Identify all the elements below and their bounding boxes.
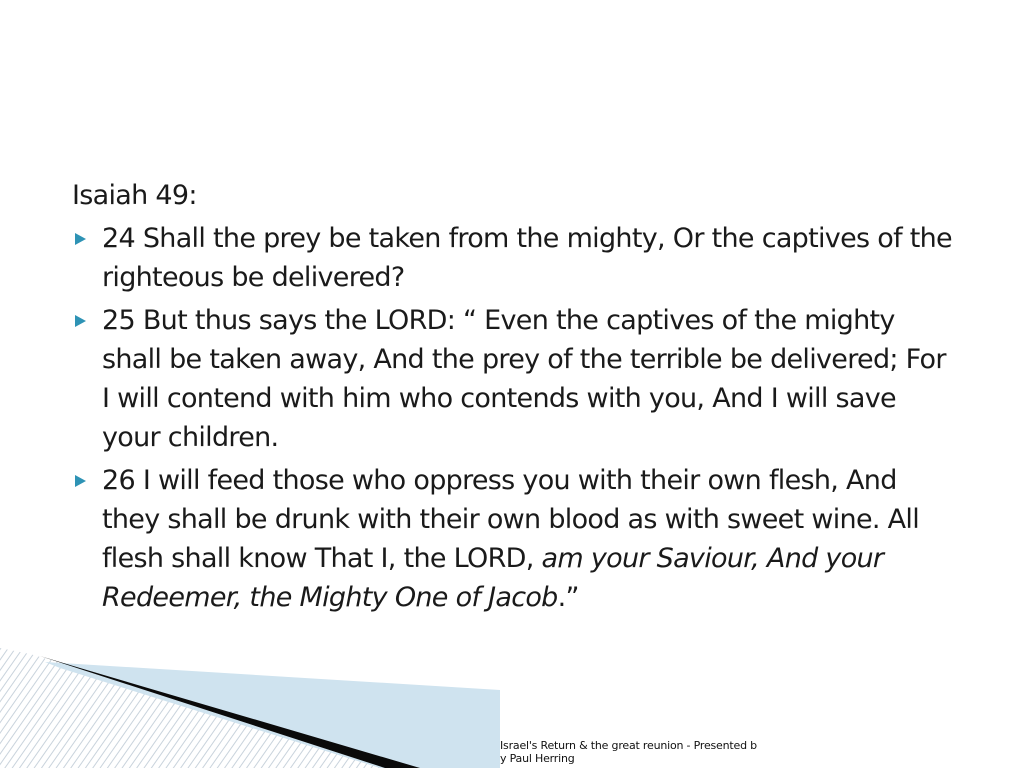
- verse-25-text: 25 But thus says the LORD: “ Even the captives of the mighty shall be taken away, And the prey of the terrible be delivered; For I will contend with him who contends with you, And I will save your children.: [102, 305, 946, 453]
- bullet-arrow-icon: [75, 475, 86, 487]
- verse-25: [72, 301, 952, 457]
- slide-body: [72, 176, 952, 621]
- verse-24-text: 24 Shall the prey be taken from the mighty, Or the captives of the righteous be delivered?: [102, 223, 952, 293]
- scripture-reference: Isaiah 49:: [72, 180, 197, 211]
- verse-26: [72, 461, 952, 617]
- verse-list: [72, 219, 952, 617]
- verse-24: [72, 219, 952, 297]
- slide-footer: Israel's Return & the great reunion - Presented by Paul Herring: [500, 739, 757, 765]
- bullet-arrow-icon: [75, 233, 86, 245]
- verse-26-end: .”: [557, 582, 579, 613]
- bullet-arrow-icon: [75, 315, 86, 327]
- verse-26-text: 26 I will feed those who oppress you with their own flesh, And they shall be drunk with their own blood as with sweet wine. All flesh shall know That I, the LORD,: [102, 465, 919, 574]
- verse-26-italic-text: am your Saviour, And your Redeemer, the Mighty One of Jacob: [102, 543, 884, 613]
